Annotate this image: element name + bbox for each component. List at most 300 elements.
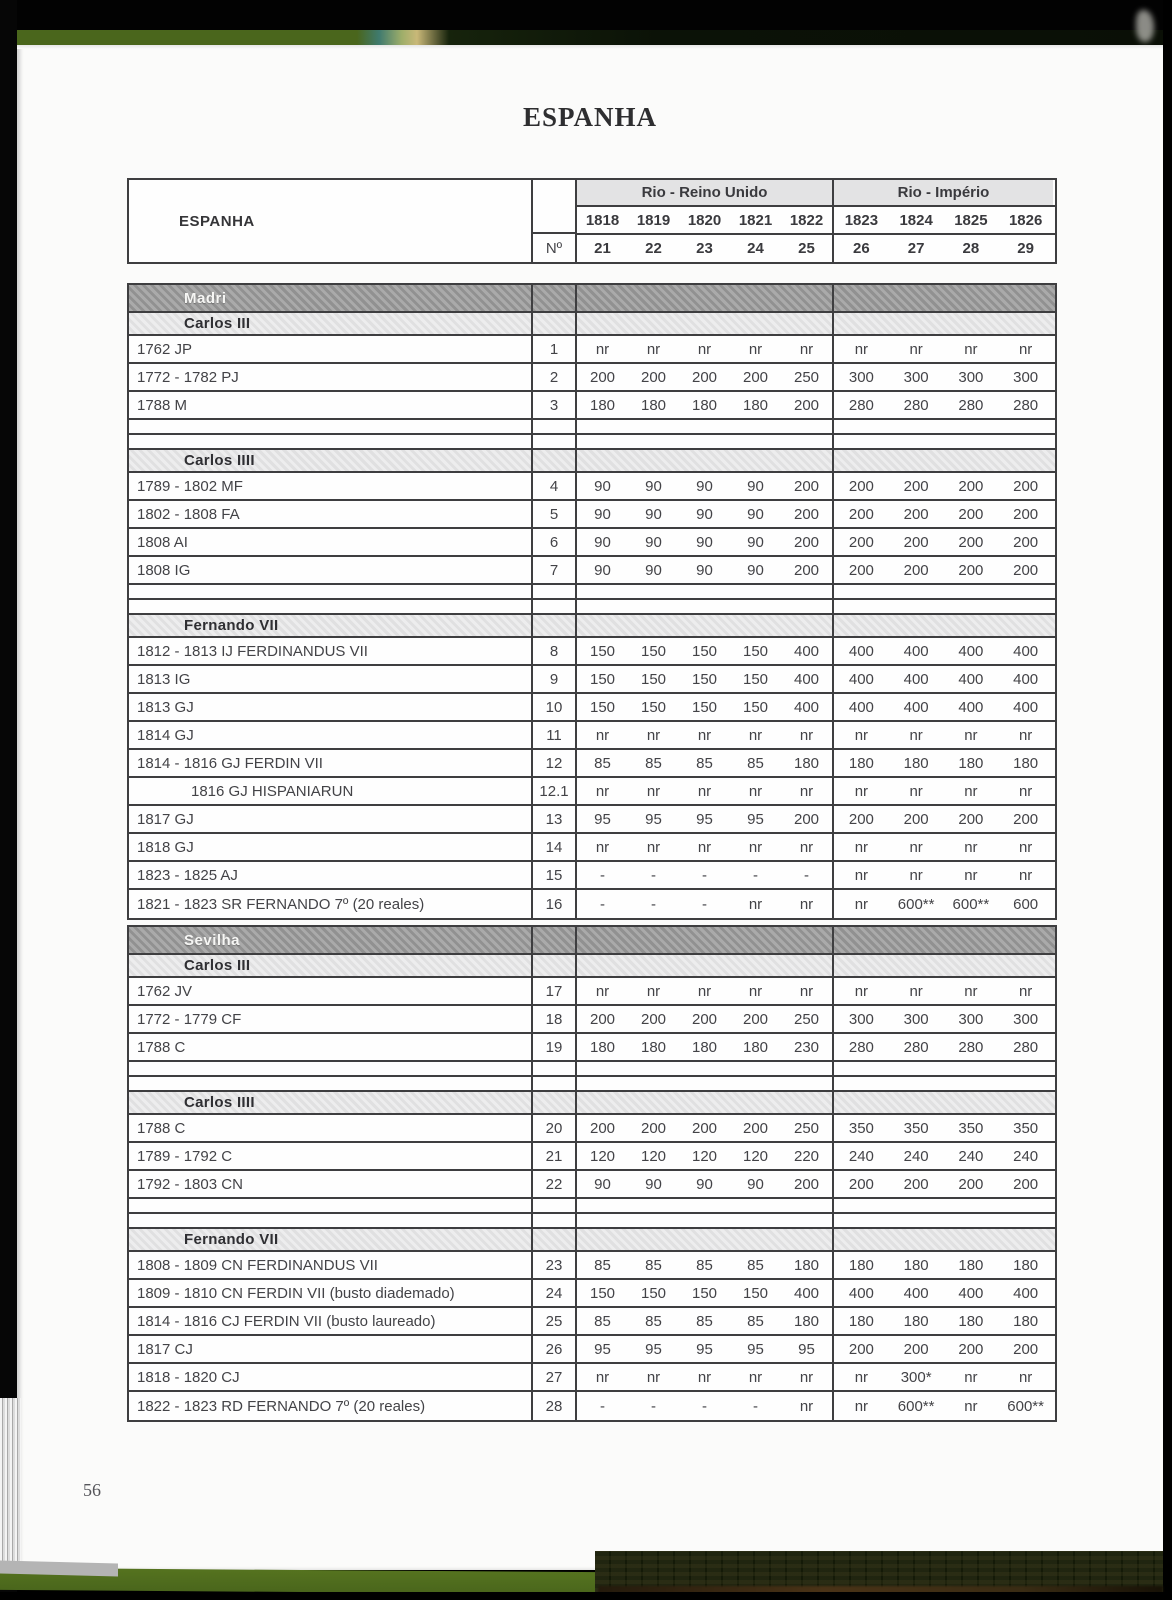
price-cell: nr — [854, 1368, 869, 1386]
price-cell: 200 — [903, 561, 929, 579]
price-cell: 150 — [691, 670, 718, 688]
price-cell: 150 — [640, 670, 667, 688]
row-number — [533, 1214, 577, 1227]
price-group-reino-unido — [577, 336, 834, 362]
row-label-text: Carlos IIII — [184, 1094, 255, 1111]
row-number: 21 — [533, 1143, 577, 1169]
price-cell: 400 — [848, 670, 874, 688]
row-label-text: 1788 C — [137, 1119, 186, 1137]
price-cell: nr — [646, 982, 661, 1000]
price-cell: 350 — [958, 1119, 984, 1137]
price-group-imperio — [834, 1392, 1053, 1420]
price-cell: 400 — [848, 642, 874, 660]
price-cell: 280 — [1013, 1038, 1039, 1056]
price-cell: 90 — [594, 1175, 611, 1193]
price-cell: 90 — [594, 505, 611, 523]
row-number: 20 — [533, 1115, 577, 1141]
price-cell: 95 — [747, 810, 764, 828]
price-cell: nr — [595, 782, 610, 800]
row-number: 5 — [533, 501, 577, 527]
price-group-imperio — [834, 1171, 1053, 1197]
price-cell: 400 — [848, 698, 874, 716]
price-cell: 95 — [594, 1340, 611, 1358]
price-cell: nr — [909, 782, 923, 800]
price-cell: 300 — [903, 1010, 929, 1028]
subsection-header — [129, 313, 1055, 336]
table-row — [129, 978, 1055, 1006]
price-cell: - — [600, 866, 605, 884]
price-group-imperio — [834, 473, 1053, 499]
price-cell: nr — [1018, 340, 1033, 358]
price-cell: nr — [595, 726, 610, 744]
row-label — [129, 1171, 533, 1197]
row-number: 19 — [533, 1034, 577, 1060]
row-number — [533, 435, 577, 448]
price-cell: 200 — [848, 810, 874, 828]
price-cell: nr — [646, 782, 661, 800]
spacer-row — [129, 420, 1055, 435]
price-cell: 150 — [691, 698, 718, 716]
price-group-reino-unido — [577, 806, 834, 832]
spacer-row — [129, 600, 1055, 615]
row-number: 12 — [533, 750, 577, 776]
price-cell: 200 — [958, 561, 984, 579]
price-cell: 180 — [793, 754, 820, 772]
price-cell: - — [651, 1397, 656, 1415]
row-label — [129, 1077, 533, 1090]
price-cell: 220 — [793, 1147, 820, 1165]
row-number — [533, 450, 577, 471]
price-cell: 200 — [589, 1010, 616, 1028]
price-cell: 90 — [594, 561, 611, 579]
table-row — [129, 392, 1055, 420]
row-label-text: 1808 - 1809 CN FERDINANDUS VII — [137, 1256, 378, 1274]
price-cell: 180 — [903, 754, 929, 772]
price-group-reino-unido — [577, 694, 834, 720]
price-cell: 180 — [793, 1256, 820, 1274]
price-cell: 600** — [1007, 1397, 1044, 1415]
price-group-imperio — [834, 1006, 1053, 1032]
price-cell: 180 — [640, 1038, 667, 1056]
price-cell: 300 — [958, 1010, 984, 1028]
scan-corner-smudge — [1136, 10, 1154, 42]
row-number — [533, 600, 577, 613]
price-group-reino-unido — [577, 834, 834, 860]
price-cell: 280 — [903, 1038, 929, 1056]
price-cell: nr — [646, 838, 661, 856]
row-label — [129, 1308, 533, 1334]
price-cell: 350 — [1013, 1119, 1039, 1137]
price-cell: 85 — [645, 754, 662, 772]
row-label — [129, 1280, 533, 1306]
row-label-text: Carlos III — [184, 957, 251, 974]
price-group-imperio — [834, 834, 1053, 860]
price-cell: nr — [964, 982, 978, 1000]
price-group-reino-unido — [577, 1034, 834, 1060]
row-label — [129, 435, 533, 448]
price-group-reino-unido — [577, 1006, 834, 1032]
price-group-reino-unido — [577, 978, 834, 1004]
price-cell: nr — [595, 838, 610, 856]
price-cell: 400 — [958, 698, 984, 716]
header-number-cell: 27 — [907, 239, 925, 257]
price-cell: 150 — [640, 1284, 667, 1302]
row-label — [129, 473, 533, 499]
price-group-reino-unido — [577, 1171, 834, 1197]
scan-left-black-edge — [0, 0, 17, 1600]
price-cell: 200 — [1013, 1175, 1039, 1193]
price-cell: 600 — [1013, 895, 1039, 913]
price-cell: 400 — [1013, 642, 1039, 660]
row-number — [533, 313, 577, 334]
price-cell: 350 — [848, 1119, 874, 1137]
price-cell: 150 — [742, 698, 769, 716]
price-group-imperio — [834, 694, 1053, 720]
row-label — [129, 557, 533, 583]
price-cell: nr — [1018, 866, 1033, 884]
page-number: 56 — [83, 1480, 101, 1500]
price-cell: nr — [854, 782, 869, 800]
price-group-imperio — [834, 336, 1053, 362]
price-cell: nr — [748, 982, 763, 1000]
spacer-row — [129, 585, 1055, 600]
price-cell: 280 — [1013, 396, 1039, 414]
price-group-reino-unido — [577, 890, 834, 918]
price-cell: 300 — [848, 1010, 874, 1028]
price-cell: nr — [697, 982, 712, 1000]
price-cell: 300 — [848, 368, 874, 386]
price-cell: 180 — [958, 1312, 984, 1330]
price-cell: 150 — [589, 1284, 616, 1302]
table-row — [129, 557, 1055, 585]
row-label-text: Madri — [184, 289, 227, 307]
price-group-reino-unido — [577, 638, 834, 664]
row-label-text: 1813 GJ — [137, 698, 194, 716]
row-number — [533, 420, 577, 433]
price-cell: 200 — [793, 396, 820, 414]
table-row — [129, 862, 1055, 890]
price-cell: 600** — [897, 895, 935, 913]
price-cell: 180 — [848, 1312, 874, 1330]
row-number: 23 — [533, 1252, 577, 1278]
price-group-imperio — [834, 1308, 1053, 1334]
row-number: 14 — [533, 834, 577, 860]
row-label — [129, 1392, 533, 1420]
price-cell: 400 — [1013, 670, 1039, 688]
price-cell: nr — [595, 982, 610, 1000]
row-label-text: Fernando VII — [184, 617, 279, 634]
row-label — [129, 806, 533, 832]
price-group-reino-unido — [577, 1143, 834, 1169]
header-number-empty-cell — [533, 180, 575, 234]
price-cell: 200 — [793, 1175, 820, 1193]
table-row — [129, 722, 1055, 750]
row-label-text: 1788 M — [137, 396, 188, 414]
price-cell: 280 — [958, 1038, 984, 1056]
price-cell: 180 — [1013, 754, 1039, 772]
price-cell: 200 — [848, 561, 874, 579]
price-group-imperio — [834, 1229, 1053, 1250]
price-group-reino-unido — [577, 1280, 834, 1306]
price-cell: nr — [595, 340, 610, 358]
price-cell: 200 — [742, 368, 769, 386]
price-cell: 200 — [793, 561, 820, 579]
price-cell: 400 — [903, 698, 929, 716]
price-group-imperio — [834, 313, 1053, 334]
header-number-cell: 24 — [747, 239, 764, 257]
price-group-reino-unido — [577, 1062, 834, 1075]
price-cell: 200 — [848, 1175, 874, 1193]
header-years-row — [577, 207, 1055, 234]
price-cell: 150 — [589, 642, 616, 660]
price-group-imperio — [834, 420, 1053, 433]
price-group-imperio — [834, 435, 1053, 448]
price-cell: 240 — [1013, 1147, 1039, 1165]
row-number: 25 — [533, 1308, 577, 1334]
row-label-text: 1823 - 1825 AJ — [137, 866, 238, 884]
section-table-madri — [127, 283, 1057, 920]
price-cell: nr — [646, 726, 661, 744]
row-number: 9 — [533, 666, 577, 692]
price-group-reino-unido — [577, 557, 834, 583]
price-cell: nr — [748, 895, 763, 913]
price-cell: 200 — [640, 1119, 667, 1137]
price-group-imperio — [834, 450, 1053, 471]
header-numbers-group2 — [834, 235, 1053, 262]
price-cell: nr — [964, 866, 978, 884]
price-group-imperio — [834, 1214, 1053, 1227]
price-cell: - — [600, 895, 605, 913]
row-label-text: 1822 - 1823 RD FERNANDO 7º (20 reales) — [137, 1397, 426, 1415]
row-label — [129, 978, 533, 1004]
header-year-cell: 1826 — [1008, 211, 1043, 229]
row-number: 18 — [533, 1006, 577, 1032]
header-numbers-group1 — [577, 235, 834, 262]
price-group-imperio — [834, 927, 1053, 953]
price-cell: 200 — [903, 505, 929, 523]
price-cell: - — [804, 866, 809, 884]
price-cell: 150 — [691, 1284, 718, 1302]
row-label — [129, 420, 533, 433]
price-cell: 180 — [691, 1038, 718, 1056]
table-row — [129, 834, 1055, 862]
header-number-cell: 21 — [594, 239, 611, 257]
price-cell: 250 — [793, 1119, 820, 1137]
price-cell: 150 — [691, 642, 718, 660]
row-number: 1 — [533, 336, 577, 362]
row-number — [533, 585, 577, 598]
price-cell: 90 — [645, 477, 662, 495]
scan-book-pages-edge — [0, 1398, 21, 1576]
price-cell: 180 — [903, 1312, 929, 1330]
price-group-imperio — [834, 1336, 1053, 1362]
row-label-text: 1789 - 1802 MF — [137, 477, 243, 495]
row-number — [533, 1092, 577, 1113]
price-cell: 180 — [848, 754, 874, 772]
price-group-imperio — [834, 557, 1053, 583]
row-label — [129, 1364, 533, 1390]
row-label-text: Carlos IIII — [184, 452, 255, 469]
price-group-imperio — [834, 285, 1053, 311]
row-label-text: 1762 JV — [137, 982, 193, 1000]
price-cell: 120 — [742, 1147, 769, 1165]
price-cell: 350 — [903, 1119, 929, 1137]
price-group-reino-unido — [577, 529, 834, 555]
price-group-imperio — [834, 806, 1053, 832]
price-cell: nr — [799, 340, 814, 358]
price-cell: nr — [964, 1397, 978, 1415]
price-group-reino-unido — [577, 473, 834, 499]
price-group-reino-unido — [577, 722, 834, 748]
row-number — [533, 1062, 577, 1075]
header-year-columns — [577, 180, 1055, 262]
price-cell: 95 — [798, 1340, 815, 1358]
price-cell: 200 — [1013, 1340, 1039, 1358]
price-cell: 180 — [1013, 1256, 1039, 1274]
price-cell: nr — [748, 340, 763, 358]
price-group-imperio — [834, 1252, 1053, 1278]
row-label — [129, 1252, 533, 1278]
price-cell: 85 — [747, 1312, 764, 1330]
price-cell: 180 — [958, 1256, 984, 1274]
header-number-cell: 29 — [1017, 239, 1034, 257]
price-cell: nr — [854, 726, 869, 744]
table-row — [129, 778, 1055, 806]
price-cell: - — [702, 866, 707, 884]
spacer-row — [129, 1199, 1055, 1214]
price-group-reino-unido — [577, 1364, 834, 1390]
price-cell: 600** — [952, 895, 990, 913]
price-cell: 280 — [848, 1038, 874, 1056]
section-table-sevilha — [127, 925, 1057, 1422]
price-cell: 400 — [958, 1284, 984, 1302]
price-cell: 200 — [1013, 533, 1039, 551]
price-cell: 95 — [645, 810, 662, 828]
price-group-imperio — [834, 978, 1053, 1004]
price-cell: 200 — [903, 477, 929, 495]
price-cell: 200 — [691, 1119, 718, 1137]
price-group-reino-unido — [577, 666, 834, 692]
price-cell: 90 — [696, 1175, 713, 1193]
row-label-text: 1808 IG — [137, 561, 191, 579]
price-cell: 200 — [793, 477, 820, 495]
header-group-rio-reino-unido: Rio - Reino Unido — [577, 180, 834, 205]
price-cell: 85 — [696, 1312, 713, 1330]
header-number-cell: 28 — [962, 239, 980, 257]
price-group-imperio — [834, 666, 1053, 692]
row-label — [129, 1034, 533, 1060]
price-cell: 90 — [594, 477, 611, 495]
price-cell: 400 — [958, 670, 984, 688]
row-label-text: 1772 - 1782 PJ — [137, 368, 239, 386]
row-label-text: 1813 IG — [137, 670, 191, 688]
price-cell: nr — [909, 866, 923, 884]
spacer-row — [129, 1214, 1055, 1229]
header-number-cell: 26 — [853, 239, 870, 257]
price-cell: 300 — [1013, 1010, 1039, 1028]
price-cell: 200 — [958, 810, 984, 828]
price-cell: 90 — [645, 505, 662, 523]
header-group-row — [577, 180, 1055, 207]
price-cell: nr — [799, 838, 814, 856]
price-cell: nr — [799, 1368, 814, 1386]
price-cell: nr — [909, 726, 923, 744]
price-cell: 150 — [742, 670, 769, 688]
price-cell: 200 — [958, 1175, 984, 1193]
price-cell: 120 — [589, 1147, 616, 1165]
price-cell: 180 — [903, 1256, 929, 1274]
header-years-group1 — [577, 207, 834, 232]
row-label — [129, 722, 533, 748]
price-cell: nr — [964, 838, 978, 856]
price-cell: 85 — [594, 1256, 611, 1274]
table-row — [129, 529, 1055, 557]
header-year-cell: 1823 — [844, 211, 879, 229]
price-cell: 180 — [958, 754, 984, 772]
price-cell: nr — [646, 340, 661, 358]
price-cell: 250 — [793, 368, 820, 386]
header-country-label: ESPANHA — [129, 180, 533, 262]
price-cell: 90 — [645, 561, 662, 579]
price-group-imperio — [834, 585, 1053, 598]
price-cell: 250 — [793, 1010, 820, 1028]
scan-top-green-strip — [17, 30, 1163, 45]
price-cell: 150 — [589, 698, 616, 716]
row-label-text: Fernando VII — [184, 1231, 279, 1248]
price-cell: nr — [748, 782, 763, 800]
price-group-reino-unido — [577, 313, 834, 334]
price-cell: nr — [909, 982, 923, 1000]
price-cell: 300 — [958, 368, 984, 386]
price-cell: 90 — [645, 1175, 662, 1193]
price-group-imperio — [834, 501, 1053, 527]
row-label — [129, 1115, 533, 1141]
row-label — [129, 1199, 533, 1212]
section-band — [129, 927, 1055, 955]
price-group-reino-unido — [577, 1308, 834, 1334]
price-cell: 200 — [589, 368, 616, 386]
table-row — [129, 1143, 1055, 1171]
price-cell: 95 — [747, 1340, 764, 1358]
price-cell: 400 — [793, 698, 820, 716]
header-year-cell: 1825 — [954, 211, 988, 229]
book-page — [17, 30, 1163, 1570]
price-cell: 150 — [640, 698, 667, 716]
table-row — [129, 750, 1055, 778]
price-group-reino-unido — [577, 1077, 834, 1090]
price-cell: - — [600, 1397, 605, 1415]
price-cell: - — [651, 895, 656, 913]
price-cell: 200 — [742, 1010, 769, 1028]
row-label — [129, 778, 533, 804]
table-row — [129, 694, 1055, 722]
price-cell: 90 — [696, 505, 713, 523]
price-cell: 85 — [594, 754, 611, 772]
price-cell: 85 — [747, 1256, 764, 1274]
price-group-reino-unido — [577, 501, 834, 527]
table-row — [129, 1115, 1055, 1143]
price-cell: 90 — [747, 533, 764, 551]
row-label-text: 1818 - 1820 CJ — [137, 1368, 240, 1386]
table-row — [129, 1280, 1055, 1308]
price-cell: nr — [964, 1368, 978, 1386]
price-group-imperio — [834, 1092, 1053, 1113]
price-group-reino-unido — [577, 1092, 834, 1113]
price-cell: nr — [799, 726, 814, 744]
price-cell: 90 — [747, 505, 764, 523]
price-cell: 200 — [742, 1119, 769, 1137]
price-cell: 400 — [1013, 698, 1039, 716]
